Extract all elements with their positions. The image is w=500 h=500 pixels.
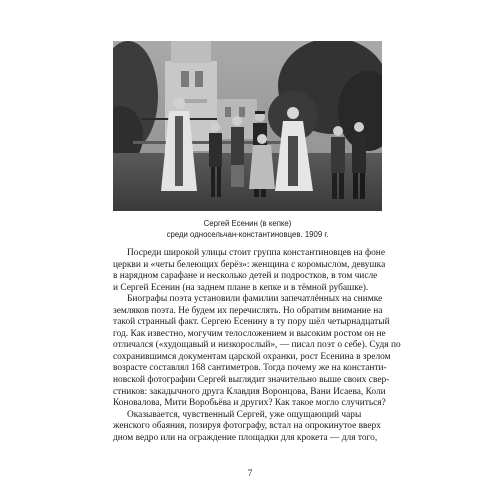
text-line: стников: закадычного друга Клавдия Воронцова, Вани Исаева, Коли — [113, 386, 386, 397]
text-line: дном ведро или на ограждение площадки для крокета — для того, — [113, 432, 378, 443]
text-line: год. Как известно, могучим телосложением и высоким ростом он не — [113, 328, 386, 339]
text-line: возрасте составлял 168 сантиметров. Тогда почему же на константи- — [113, 363, 387, 374]
page-number: 7 — [247, 469, 253, 479]
text-line: Оказывается, чувственный Сергей, уже ощущающий чары — [127, 409, 362, 420]
text-line: сохранившимся документам царской охранки, рост Есенина в зрелом — [113, 351, 391, 362]
text-line: земляков поэта. Не будем их перечислять. Но обратим внимание на — [113, 305, 383, 316]
caption-line-2: среди односельчан-константиновцев. 1909 г. — [166, 230, 329, 239]
caption-line-1: Сергей Есенин (в кепке) — [203, 219, 292, 228]
text-line: Коновалова, Мити Воробьёва и других? Как такое могло случиться? — [113, 398, 386, 409]
text-line: и Сергей Есенин (на заднем плане в кепке и в тёмной рубашке). — [113, 282, 369, 293]
text-line: отличался («худощавый и низкорослый», — писал поэт о себе). Судя по — [113, 340, 401, 351]
photo-caption — [113, 218, 382, 240]
text-line: новской фотографии Сергей выглядит значительно выше своих свер- — [113, 375, 390, 386]
text-line: церкви и «четы белеющих берёз»: женщина с коромыслом, девушка — [113, 259, 386, 270]
body-text — [113, 248, 401, 444]
text-line: такой странный факт. Сергею Есенину в ту пору шёл четырнадцатый — [113, 317, 390, 328]
text-line: Биографы поэта установили фамилии запечатлённых на снимке — [127, 294, 383, 305]
text-line: женского обаяния, позируя фотографу, встал на опрокинутое вверх — [113, 421, 381, 432]
historical-photograph — [113, 41, 382, 211]
text-line: Посреди широкой улицы стоит группа константиновцев на фоне — [127, 248, 385, 258]
photograph-image — [113, 41, 382, 211]
text-line: в нарядном сарафане и несколько детей и подростков, в том числе — [113, 271, 378, 282]
